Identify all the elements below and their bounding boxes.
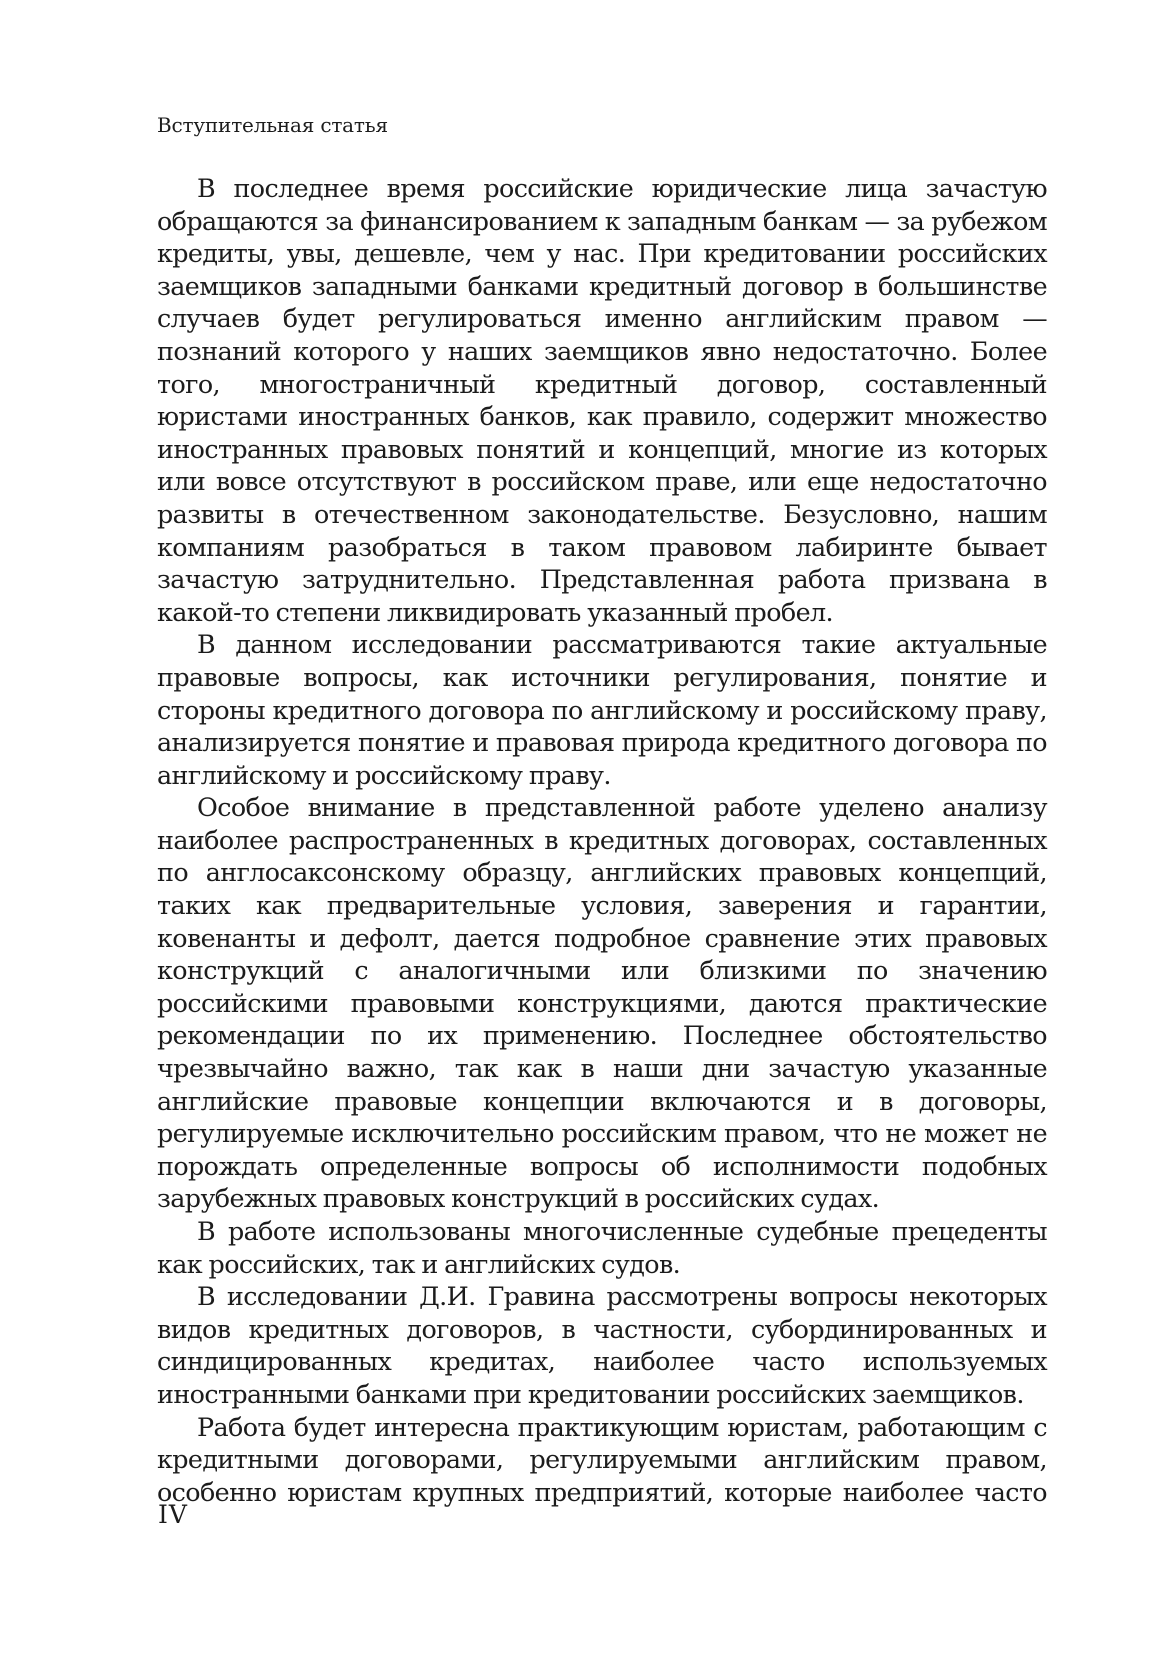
running-header: Вступительная статья [157, 113, 388, 137]
body-text [157, 172, 1047, 1508]
paragraph-5: В исследовании Д.И. Гравина рассмотрены вопросы некоторых видов кредитных договоров, в частности, субординированных и синдицированных кредитах, наиболее часто используемых иностранными банками при кредитовании российских заемщиков. [157, 1281, 1047, 1409]
page-number: IV [158, 1500, 188, 1529]
paragraph-4: В работе использованы многочисленные судебные прецеденты как российских, так и английских судов. [157, 1216, 1047, 1279]
paragraph-6: Работа будет интересна практикующим юристам, работающим с кредитными договорами, регулируемыми английским правом, особенно юристам крупных предприятий, которые наиболее часто [157, 1411, 1047, 1507]
paragraph-3: Особое внимание в представленной работе уделено анализу наиболее распространенных в кредитных договорах, составленных по англосаксонскому образцу, английских правовых концепций, таких как предварительные условия, заверения и гарантии, ковенанты и дефолт, дается подробное сравнение этих правовых конструкций с аналогичными или близкими по значению российскими правовыми конструкциями, даются практические рекомендации по их применению. Последнее обстоятельство чрезвычайно важно, так как в наши дни зачастую указанные английские правовые концепции включаются и в договоры, регулируемые исключительно российским правом, что не может не порождать определенные вопросы об исполнимости подобных зарубежных правовых конструкций в российских судах. [157, 792, 1047, 1214]
paragraph-2: В данном исследовании рассматриваются такие актуальные правовые вопросы, как источники регулирования, понятие и стороны кредитного договора по английскому и российскому праву, анализируется понятие и правовая природа кредитного договора по английскому и российскому праву. [157, 629, 1047, 790]
paragraph-1: В последнее время российские юридические лица зачастую обращаются за финансированием к западным банкам — за рубежом кредиты, увы, дешевле, чем у нас. При кредитовании российских заемщиков западными банками кредитный договор в большинстве случаев будет регулироваться именно английским правом — познаний которого у наших заемщиков явно недостаточно. Более того, многостраничный кредитный договор, составленный юристами иностранных банков, как правило, содержит множество иностранных правовых понятий и концепций, многие из которых или вовсе отсутствуют в российском праве, или еще недостаточно развиты в отечественном законодательстве. Безусловно, нашим компаниям разобраться в таком правовом лабиринте бывает зачастую затруднительно. Представленная работа призвана в какой-то степени ликвидировать указанный пробел. [157, 173, 1047, 627]
